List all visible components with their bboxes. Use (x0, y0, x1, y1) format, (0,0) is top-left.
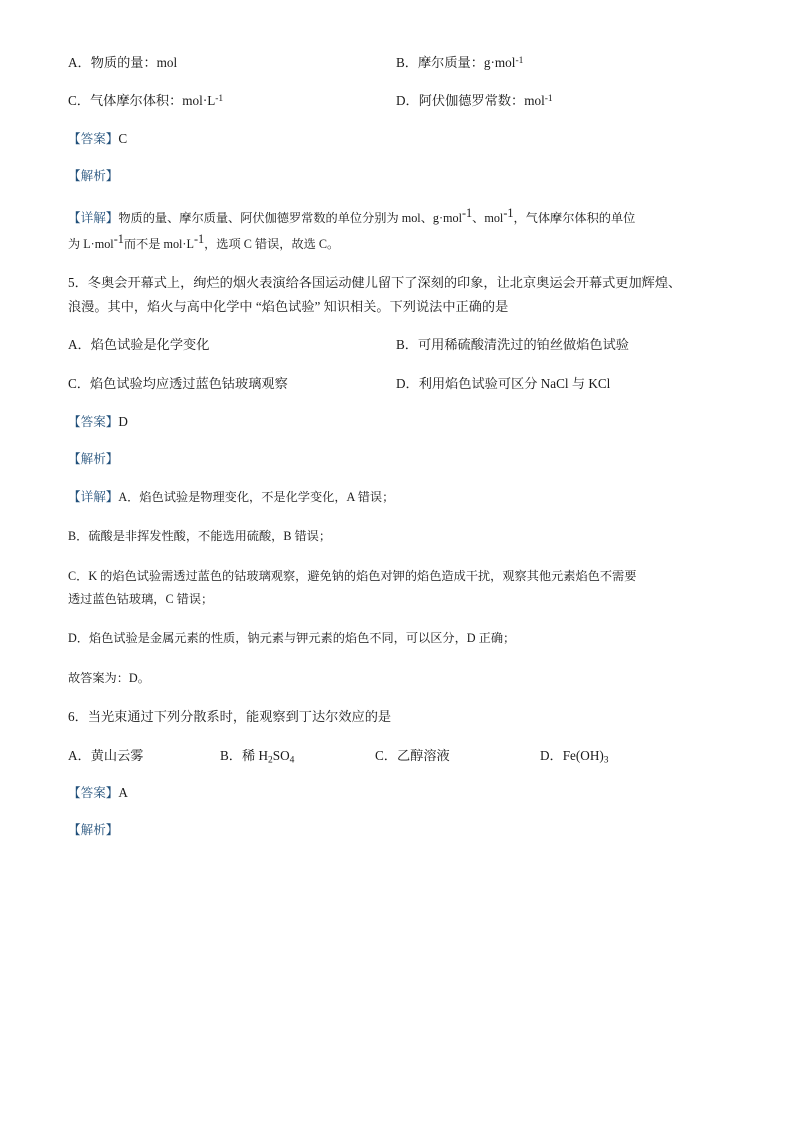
question-5-stem-line-1: 冬奥会开幕式上，绚烂的烟火表演给各国运动健儿留下了深刻的印象，让北京奥运会开幕式更加辉煌、 (87, 275, 682, 291)
option-b-label: B．摩尔质量：g (396, 55, 491, 70)
q6-option-b-mid: SO (272, 747, 290, 763)
q5-option-c (68, 373, 396, 394)
option-a-label: A．物质的量：mol (68, 55, 178, 70)
option-c-unit: ·L (202, 93, 216, 109)
answer-tag: 【答案】 (68, 785, 119, 800)
q5-option-d-label: D．利用焰色试验可区分 NaCl 与 KCl (396, 375, 611, 391)
q5-option-a (68, 334, 396, 355)
detail-sup-4: -1 (193, 231, 205, 246)
question-5-analysis-line (68, 448, 724, 469)
question-5-number: 5． (68, 275, 88, 291)
analysis-tag: 【解析】 (68, 823, 119, 838)
q6-option-d (540, 745, 700, 765)
answer-value: C (118, 131, 128, 147)
question-4-detail (68, 203, 724, 256)
detail-tag: 【详解】 (68, 489, 119, 504)
question-5-answer-line (68, 411, 724, 432)
detail-text-3: ，气体摩尔体积的单位 (513, 210, 636, 225)
question-5-detail-d (68, 626, 724, 649)
option-b (396, 52, 724, 73)
q6-option-d-sub: 3 (603, 754, 609, 765)
detail-tag: 【详解】 (68, 210, 119, 225)
q6-option-a (68, 745, 220, 765)
question-5-detail-b (68, 524, 724, 547)
q6-option-b (220, 745, 375, 765)
option-d-exponent: -1 (544, 94, 553, 105)
question-6-analysis-line (68, 819, 724, 840)
question-5-detail-a (68, 485, 724, 508)
detail-text-4: 为 L·mol (68, 237, 114, 252)
detail-b-text: B．硫酸是非挥发性酸，不能选用硫酸，B 错误； (68, 529, 332, 544)
detail-a-text: A．焰色试验是物理变化，不是化学变化，A 错误； (118, 489, 395, 504)
question-4-options-row-2 (68, 90, 724, 111)
question-4-analysis-line (68, 165, 724, 186)
answer-value: A (118, 784, 128, 800)
detail-sup-1: -1 (462, 205, 473, 220)
q5-option-d (396, 373, 724, 394)
detail-text-6: ，选项 C 错误，故选 C。 (204, 237, 340, 252)
q6-option-c-label: C．乙醇溶液 (375, 747, 450, 763)
conclusion-text: 故答案为：D。 (68, 670, 150, 685)
question-5-stem (68, 271, 724, 318)
q5-option-b (396, 334, 724, 355)
option-c-exponent: -1 (215, 94, 224, 105)
detail-c-text-line-1: C．K 的焰色试验需透过蓝色的钴玻璃观察，避免钠的焰色对钾的焰色造成干扰，观察其他元素焰色不需要 (68, 568, 637, 583)
q6-option-d-label: D．Fe(OH) (540, 747, 604, 763)
q6-option-b-sub-2: 4 (289, 754, 295, 765)
answer-tag: 【答案】 (68, 414, 119, 429)
detail-text-5: 而不是 mol·L (123, 237, 194, 252)
q6-option-b-sub-1: 2 (268, 754, 273, 765)
detail-d-text: D．焰色试验是金属元素的性质，钠元素与钾元素的焰色不同，可以区分，D 正确； (68, 631, 516, 646)
q6-option-c (375, 745, 540, 765)
q6-option-b-label: B．稀 H (220, 747, 268, 763)
detail-text-1: 物质的量、摩尔质量、阿伏伽德罗常数的单位分别为 mol、g·mol (118, 210, 462, 225)
q6-option-a-label: A．黄山云雾 (68, 747, 144, 763)
question-6-stem (68, 705, 724, 729)
option-d-label: D．阿伏伽德罗常数：mol (396, 93, 545, 109)
detail-text-2: 、mol (472, 210, 504, 225)
question-5-options-row-2 (68, 373, 724, 394)
option-c (68, 90, 396, 111)
question-6-number: 6． (68, 709, 88, 725)
question-6-options-row (68, 745, 724, 765)
q5-option-c-label: C．焰色试验均应透过蓝色钴玻璃观察 (68, 375, 288, 391)
analysis-tag: 【解析】 (68, 451, 119, 466)
detail-c-text-line-2: 透过蓝色钴玻璃，C 错误； (68, 592, 214, 606)
q5-option-a-label: A．焰色试验是化学变化 (68, 337, 210, 353)
question-6-answer-line (68, 782, 724, 803)
detail-sup-2: -1 (503, 205, 514, 220)
option-c-label: C．气体摩尔体积：mol (68, 93, 203, 109)
question-4-options-row-1 (68, 52, 724, 73)
question-4-answer-line (68, 128, 724, 149)
question-5-options-row-1 (68, 334, 724, 355)
option-b-exponent: -1 (515, 56, 524, 67)
question-5-stem-line-2: 浪漫。其中，焰火与高中化学中 “焰色试验” 知识相关。下列说法中正确的是 (68, 298, 509, 314)
question-5-detail-c (68, 564, 724, 611)
analysis-tag: 【解析】 (68, 169, 119, 184)
answer-tag: 【答案】 (68, 132, 119, 147)
answer-value: D (118, 413, 128, 429)
question-6-stem-text: 当光束通过下列分散系时，能观察到丁达尔效应的是 (87, 709, 392, 725)
q5-option-b-label: B．可用稀硫酸清洗过的铂丝做焰色试验 (396, 337, 629, 353)
question-5-conclusion (68, 666, 724, 689)
detail-sup-3: -1 (113, 231, 124, 246)
option-a (68, 52, 396, 73)
option-b-unit: ·mol (490, 55, 516, 70)
option-d (396, 90, 724, 111)
